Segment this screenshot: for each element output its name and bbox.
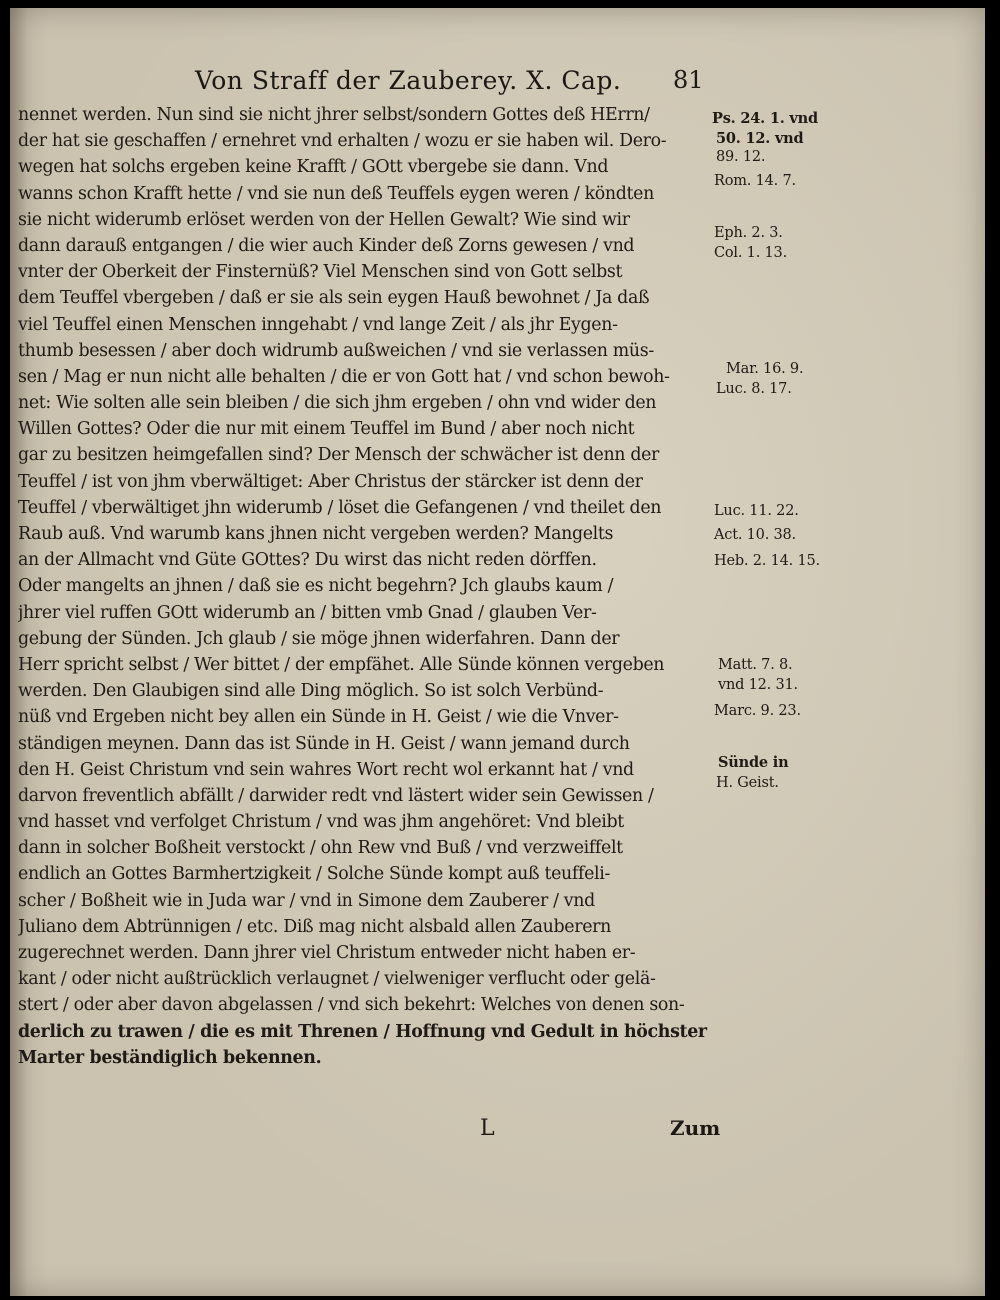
margin-note: Eph. 2. 3. [714, 225, 783, 241]
text-line: gar zu besitzen heimgefallen sind? Der Mensch der schwächer ist denn der [18, 445, 660, 466]
margin-note: Act. 10. 38. [714, 527, 796, 543]
margin-note: Sünde in [718, 754, 789, 771]
body-text [18, 102, 718, 1071]
text-line: thumb besessen / aber doch widrumb außweichen / vnd sie verlassen müs- [18, 340, 654, 361]
margin-note: Mar. 16. 9. [726, 361, 804, 377]
text-line: viel Teuffel einen Menschen inngehabt / vnd lange Zeit / als jhr Eygen- [18, 314, 618, 335]
text-line: dem Teuffel vbergeben / daß er sie als sein eygen Hauß bewohnet / Ja daß [18, 288, 650, 309]
margin-note: Luc. 11. 22. [714, 503, 799, 519]
text-line: kant / oder nicht außtrücklich verlaugnet / vielweniger verflucht oder gelä- [18, 969, 656, 990]
text-line: ständigen meynen. Dann das ist Sünde in H. Geist / wann jemand durch [18, 733, 630, 754]
margin-note: Heb. 2. 14. 15. [714, 553, 820, 569]
margin-note: Marc. 9. 23. [714, 703, 801, 719]
text-line: sie nicht widerumb erlöset werden von der Hellen Gewalt? Wie sind wir [18, 209, 630, 230]
text-line: nüß vnd Ergeben nicht bey allen ein Sünde in H. Geist / wie die Vnver- [18, 707, 619, 728]
text-line: Teuffel / ist von jhm vberwältiget: Aber Christus der stärcker ist denn der [18, 471, 643, 492]
running-title: Von Straff der Zauberey. X. Cap. [195, 66, 622, 95]
text-line: zugerechnet werden. Dann jhrer viel Christum entweder nicht haben er- [18, 943, 636, 963]
text-line: wanns schon Krafft hette / vnd sie nun deß Teuffels eygen weren / köndten [18, 183, 654, 204]
text-line: den H. Geist Christum vnd sein wahres Wort recht wol erkannt hat / vnd [18, 759, 634, 780]
text-line: vnter der Oberkeit der Finsternüß? Viel Menschen sind von Gott selbst [18, 262, 623, 283]
text-line: derlich zu trawen / die es mit Threnen / Hoffnung vnd Gedult in höchster [18, 1021, 707, 1042]
text-line: Teuffel / vberwältiget jhn widerumb / löset die Gefangenen / vnd theilet den [18, 497, 662, 518]
text-line: vnd hasset vnd verfolget Christum / vnd was jhm angehöret: Vnd bleibt [18, 812, 624, 833]
book-page [10, 8, 985, 1296]
text-line: net: Wie solten alle sein bleiben / die sich jhm ergeben / ohn vnd wider den [18, 393, 657, 414]
text-line: Marter beständiglich bekennen. [18, 1047, 322, 1068]
text-line: der hat sie geschaffen / ernehret vnd erhalten / wozu er sie haben wil. Dero- [18, 131, 667, 152]
text-line: scher / Boßheit wie in Juda war / vnd in Simone dem Zauberer / vnd [18, 890, 595, 911]
text-line: Oder mangelts an jhnen / daß sie es nicht begehrn? Jch glaubs kaum / [18, 576, 614, 597]
text-line: Herr spricht selbst / Wer bittet / der empfähet. Alle Sünde können vergeben [18, 654, 665, 675]
margin-note: 50. 12. vnd [716, 130, 804, 147]
margin-note: H. Geist. [716, 775, 779, 791]
text-line: dann in solcher Boßheit verstockt / ohn Rew vnd Buß / vnd verzweiffelt [18, 838, 623, 859]
text-line: werden. Den Glaubigen sind alle Ding möglich. So ist solch Verbünd- [18, 681, 604, 702]
text-line: an der Allmacht vnd Güte GOttes? Du wirst das nicht reden dörffen. [18, 550, 597, 571]
text-line: sen / Mag er nun nicht alle behalten / die er von Gott hat / vnd schon bewoh- [18, 366, 670, 387]
text-line: gebung der Sünden. Jch glaub / sie möge jhnen widerfahren. Dann der [18, 628, 620, 649]
margin-note: Matt. 7. 8. [718, 657, 793, 673]
text-line: nennet werden. Nun sind sie nicht jhrer selbst/sondern Gottes deß HErrn/ [18, 105, 650, 125]
text-line: Juliano dem Abtrünnigen / etc. Diß mag nicht alsbald allen Zauberern [18, 916, 611, 937]
text-line: Willen Gottes? Oder die nur mit einem Teuffel im Bund / aber noch nicht [18, 419, 635, 440]
margin-note: Col. 1. 13. [714, 245, 787, 261]
catchword: Zum [670, 1116, 721, 1140]
text-line: dann darauß entgangen / die wier auch Kinder deß Zorns gewesen / vnd [18, 235, 635, 256]
text-line: Raub auß. Vnd warumb kans jhnen nicht vergeben werden? Mangelts [18, 524, 614, 544]
text-line: stert / oder aber davon abgelassen / vnd sich bekehrt: Welches von denen son- [18, 995, 685, 1016]
page-number: 81 [673, 66, 704, 94]
margin-note: Rom. 14. 7. [714, 173, 796, 189]
margin-note: vnd 12. 31. [718, 677, 798, 693]
text-line: endlich an Gottes Barmhertzigkeit / Solche Sünde kompt auß teuffeli- [18, 864, 610, 885]
margin-note: Ps. 24. 1. vnd [712, 110, 818, 127]
margin-note: 89. 12. [716, 149, 766, 165]
signature-mark: L [480, 1116, 495, 1141]
text-line: darvon freventlich abfällt / darwider redt vnd lästert wider sein Gewissen / [18, 785, 654, 806]
text-line: jhrer viel ruffen GOtt widerumb an / bitten vmb Gnad / glauben Ver- [18, 602, 597, 623]
text-line: wegen hat solchs ergeben keine Krafft / GOtt vbergebe sie dann. Vnd [18, 157, 609, 178]
margin-note: Luc. 8. 17. [716, 381, 792, 397]
